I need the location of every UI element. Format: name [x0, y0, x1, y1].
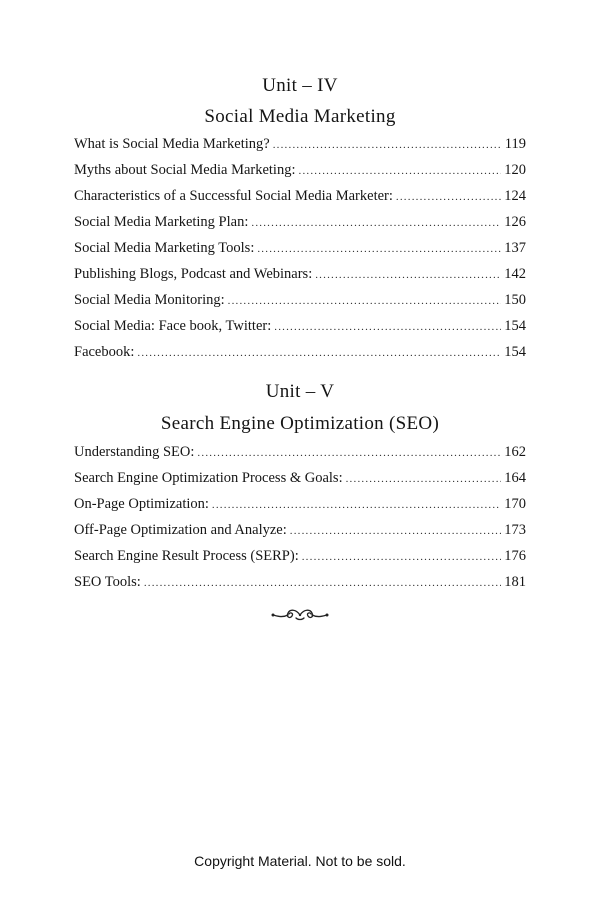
dot-leader	[137, 340, 501, 366]
floral-divider-icon	[270, 607, 330, 623]
toc-entry-page: 126	[504, 214, 526, 230]
toc-entry-page: 170	[504, 496, 526, 512]
toc-entry	[74, 313, 526, 339]
toc-entry-label: SEO Tools:	[74, 574, 141, 590]
unit-v-heading: Unit – V	[265, 381, 335, 402]
toc-entry	[74, 569, 526, 595]
toc-entry	[74, 465, 526, 491]
toc-entry-label: Publishing Blogs, Podcast and Webinars:	[74, 266, 313, 282]
toc-entry	[74, 209, 526, 235]
toc-entry	[74, 157, 526, 183]
toc-entry	[74, 491, 526, 517]
toc-entry	[74, 131, 526, 157]
dot-leader	[274, 314, 501, 340]
toc-entry	[74, 287, 526, 313]
dot-leader	[396, 184, 501, 210]
toc-entry	[74, 517, 526, 543]
toc-entry-page: 120	[504, 162, 526, 178]
toc-entry-page: 150	[504, 292, 526, 308]
dot-leader	[273, 132, 502, 158]
toc-entry-page: 119	[504, 136, 526, 152]
toc-entry-label: Social Media Monitoring:	[74, 292, 225, 308]
unit-v-title: Search Engine Optimization (SEO)	[160, 413, 440, 434]
toc-entry-page: 142	[504, 266, 526, 282]
toc-entry	[74, 235, 526, 261]
toc-entry-page: 124	[504, 188, 526, 204]
toc-entry	[74, 439, 526, 465]
toc-entry-label: On-Page Optimization:	[74, 496, 209, 512]
toc-entry-page: 154	[504, 344, 526, 360]
dot-leader	[302, 544, 502, 570]
toc-entry-page: 137	[504, 240, 526, 256]
toc-entry	[74, 261, 526, 287]
unit-iv-toc	[74, 131, 526, 365]
toc-entry	[74, 339, 526, 365]
toc-entry-label: Social Media: Face book, Twitter:	[74, 318, 272, 334]
dot-leader	[228, 288, 502, 314]
dot-leader	[251, 210, 501, 236]
toc-entry-label: Understanding SEO:	[74, 444, 195, 460]
toc-entry-label: Search Engine Optimization Process & Goals:	[74, 470, 343, 486]
toc-entry-label: Social Media Marketing Plan:	[74, 214, 249, 230]
dot-leader	[346, 466, 502, 492]
toc-entry-page: 162	[504, 444, 526, 460]
toc-entry-label: Facebook:	[74, 344, 135, 360]
unit-iv-heading: Unit – IV	[262, 75, 338, 96]
copyright-footer: Copyright Material. Not to be sold.	[194, 853, 406, 869]
toc-entry	[74, 543, 526, 569]
dot-leader	[257, 236, 501, 262]
toc-entry-label: Off-Page Optimization and Analyze:	[74, 522, 287, 538]
dot-leader	[290, 518, 502, 544]
toc-entry-label: Search Engine Result Process (SERP):	[74, 548, 299, 564]
unit-iv-title: Social Media Marketing	[204, 106, 396, 127]
toc-entry-page: 164	[504, 470, 526, 486]
dot-leader	[315, 262, 501, 288]
dot-leader	[212, 492, 501, 518]
toc-entry-label: Characteristics of a Successful Social Media Marketer:	[74, 188, 393, 204]
dot-leader	[299, 158, 502, 184]
dot-leader	[144, 570, 501, 596]
toc-entry-page: 154	[504, 318, 526, 334]
toc-entry-label: Social Media Marketing Tools:	[74, 240, 255, 256]
toc-entry-label: Myths about Social Media Marketing:	[74, 162, 296, 178]
toc-entry	[74, 183, 526, 209]
toc-entry-page: 176	[504, 548, 526, 564]
toc-entry-label: What is Social Media Marketing?	[74, 136, 270, 152]
dot-leader	[197, 440, 501, 466]
toc-entry-page: 181	[504, 574, 526, 590]
toc-entry-page: 173	[504, 522, 526, 538]
unit-v-toc	[74, 439, 526, 595]
